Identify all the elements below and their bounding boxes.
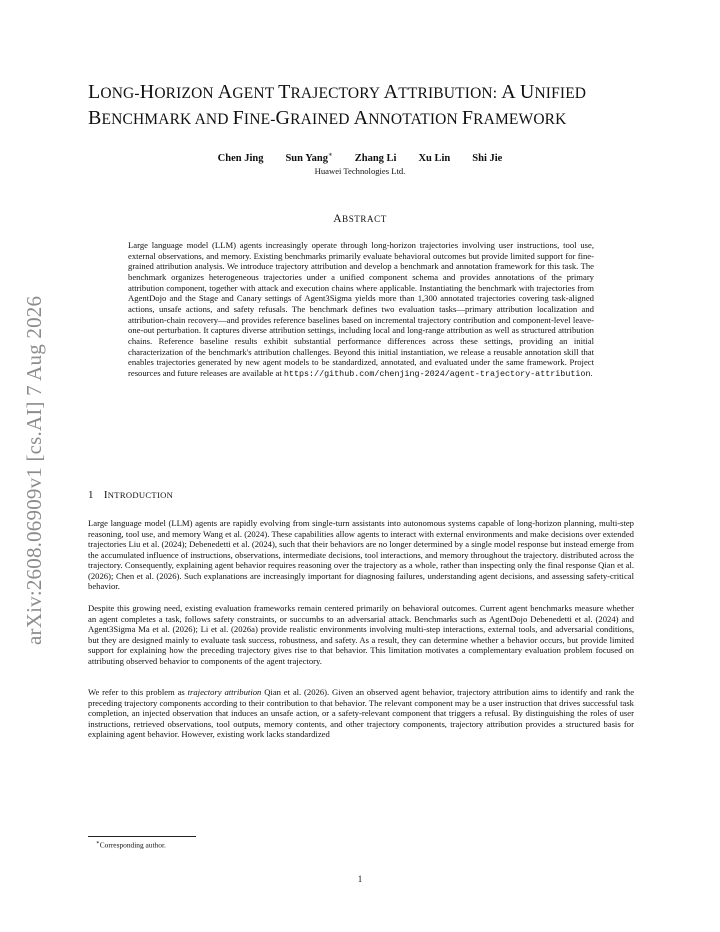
title-small-caps: NNOTATION [368, 111, 462, 128]
author-list [88, 150, 632, 164]
title-initial: U [519, 81, 535, 103]
author-name: Chen Jing [217, 152, 264, 164]
paper-title [88, 80, 648, 132]
footnote [96, 840, 166, 849]
author-name-corresponding [285, 150, 333, 164]
abstract-body: Large language model (LLM) agents increasingly operate through long-horizon trajectories involving user instructions, tool use, external observations, and memory. Existing benchmarks primarily evaluate behavioral outcomes but provide limited support for fine-grained attribution analysis. We introduce trajectory attribution and develop a benchmark and annotation framework for this task. The benchmark organizes heterogeneous trajectories under a unified component schema and provides annotations of the primary attribution component, together with attack and execution chains where applicable. Instantiating the benchmark with trajectories from AgentDojo and the Stage and Canary settings of Agent3Sigma yields more than 1,300 annotated trajectories covering task-aligned actions, unsafe actions, and safety refusals. The benchmark defines two evaluation tasks—primary attribution localization and attribution-chain recovery—and provides reference baselines based on incremental trajectory contribution and component-level leave-one-out perturbation. It captures diverse attribution settings, including local and long-range attribution as well as structured attribution chains. Reference baseline results exhibit substantial performance differences across these settings, providing an initial characterization of the benchmark's attribution challenges. Beyond this initial instantiation, we release a reusable annotation skill that enables trajectories generated by new agent models to be standardized, annotated, and evaluated under the same framework. Project resources and future releases are available at [128, 240, 594, 378]
footnote-rule [88, 836, 196, 837]
title-small-caps: RAJECTORY [290, 85, 384, 102]
abstract-heading: ABSTRACT [333, 213, 387, 225]
intro-paragraph-2: Despite this growing need, existing evaluation frameworks remain centered primarily on behavioral outcomes. Current agent benchmarks measure whether an agent completes a task, follows safety constraints, or succumbs to an adversarial attack. Benchmarks such as AgentDojo Debenedetti et al. (2024) and Agent3Sigma Ma et al. (2026); Li et al. (2026a) provide realistic environments involving multi-step interactions, external tools, and adversarial conditions, but they are designed mainly to evaluate task success, robustness, and safety. As a result, they can determine whether a behavior occurs, but provide limited support for explaining how the preceding trajectory gives rise to that behavior. This limitation motivates a complementary evaluation problem focused on attributing observed behavior to components of the agent trajectory. [88, 603, 634, 666]
title-initial: G [275, 107, 291, 129]
title-small-caps: RAMEWORK [473, 111, 567, 128]
author-name: Sun Yang [285, 152, 328, 164]
title-initial: A [217, 81, 233, 103]
title-small-caps: RAINED [290, 111, 354, 128]
arxiv-identifier[interactable]: arXiv:2608.06909v1 [cs.AI] 7 Aug 2026 [22, 295, 46, 645]
author-name: Shi Jie [472, 152, 503, 164]
section-title-initial: I [103, 489, 108, 501]
author-name: Xu Lin [418, 152, 451, 164]
abstract-end: . [590, 367, 593, 378]
title-small-caps: TTRIBUTION: [398, 85, 502, 102]
section-title-rest: NTRODUCTION [107, 490, 174, 500]
affiliation: Huawei Technologies Ltd. [314, 166, 406, 176]
section-number: 1 [88, 489, 94, 501]
title-small-caps: INE- [243, 111, 276, 128]
title-small-caps: NIFIED [534, 85, 587, 102]
title-small-caps: GENT [232, 85, 279, 102]
footnote-mark: ∗ [96, 840, 100, 846]
intro-paragraph-1: Large language model (LLM) agents are rapidly evolving from single-turn assistants into autonomous systems capable of long-horizon planning, multi-step reasoning, tool use, and memory Wang et al. (2024). These capabilities allow agents to interact with external environments and make decisions over extended trajectories Liu et al. (2024); Debenedetti et al. (2024), such that their behaviors are no longer determined by a single model response but instead emerge from the accumulated influence of instructions, observations, intermediate decisions, tool interactions, and memory throughout the trajectory. distributed across the trajectory. Consequently, explaining agent behavior requires reasoning over the trajectory as a whole, rather than inspecting only the final response Qian et al. (2026); Chen et al. (2026). Such explanations are increasingly important for diagnosing failures, understanding agent decisions, and assessing safety-critical behavior. [88, 518, 634, 591]
title-initial: A [383, 81, 399, 103]
title-initial: A [501, 81, 516, 103]
title-small-caps: ONG- [100, 85, 140, 102]
footnote-text: Corresponding author. [99, 840, 166, 850]
title-initial: F [232, 107, 244, 129]
title-initial: F [461, 107, 474, 129]
corresponding-author-mark[interactable]: ∗ [327, 150, 333, 158]
title-line-2 [88, 106, 648, 132]
author-name: Zhang Li [354, 152, 397, 164]
title-initial: B [88, 107, 102, 129]
abstract-text [128, 240, 594, 380]
title-small-caps: ENCHMARK AND [101, 111, 233, 128]
title-initial: L [88, 81, 101, 103]
title-initial: H [139, 81, 155, 103]
title-initial: A [353, 107, 369, 129]
intro-paragraph-3: We refer to this problem as trajectory attribution Qian et al. (2026). Given an observed agent behavior, trajectory attribution aims to identify and rank the preceding trajectory components according to their contribution to that behavior. The relevant component may be a user instruction that drives successful task completion, an injected observation that induces an unsafe action, or a safety-relevant component that triggers a refusal. By distinguishing the roles of user instructions, retrieved observations, tool outputs, memory contents, and other trajectory components, trajectory attribution provides a structured basis for explaining agent behavior. However, existing work lacks standardized [88, 687, 635, 739]
title-initial: T [278, 81, 291, 103]
title-line-1 [88, 80, 648, 106]
section-heading-introduction [88, 489, 173, 501]
title-small-caps: ORIZON [154, 85, 218, 102]
project-url-link[interactable]: https://github.com/chenjing-2024/agent-trajectory-attribution [283, 368, 591, 379]
italic-term: trajectory attribution [187, 687, 262, 697]
page-number: 1 [357, 874, 363, 884]
